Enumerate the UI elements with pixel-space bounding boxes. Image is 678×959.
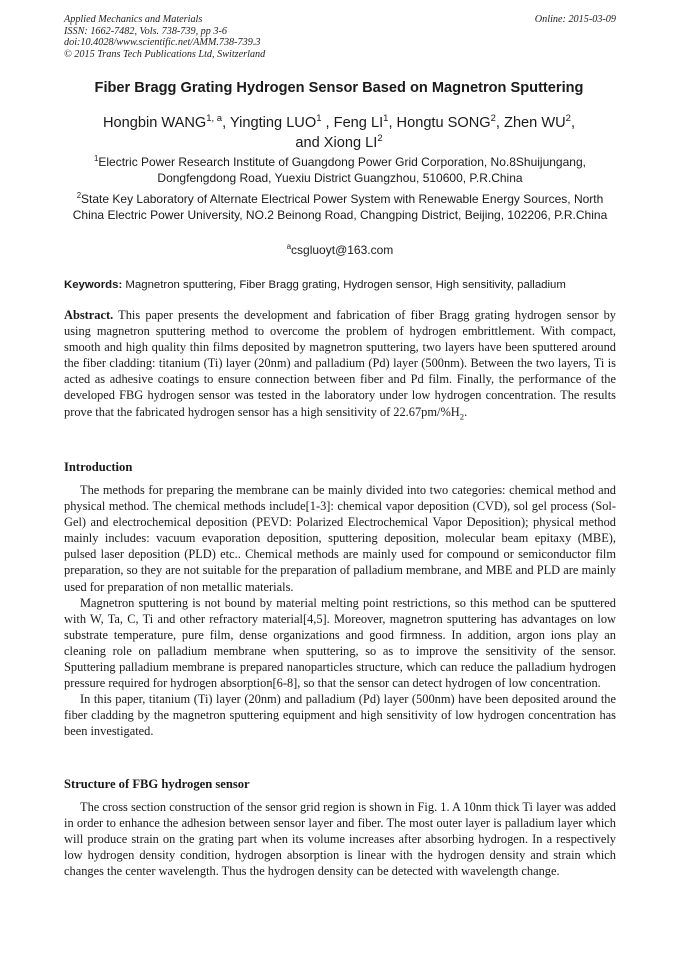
keywords: Keywords: Magnetron sputtering, Fiber Bragg grating, Hydrogen sensor, High sensitivity, palladium — [64, 279, 566, 291]
copyright-line: © 2015 Trans Tech Publications Ltd, Switzerland — [64, 48, 266, 60]
author: Hongbin WANG$^{1, a}$, — [102, 113, 230, 131]
introduction-body — [64, 482, 616, 740]
affiliation-2: $^2$State Key Laboratory of Alternate Electrical Power System with Renewable Energy Sources, North China Electric Power University, NO.2 Beinong Road, Changping District, Beijing, 102206, P.R.China — [72, 191, 608, 222]
introduction-heading: Introduction — [64, 460, 133, 474]
author: Feng $LI^1$, — [333, 113, 397, 131]
author: Yingting LUO$^1$ , — [229, 113, 334, 131]
author: and Xiong $LI^2$ — [295, 133, 383, 151]
paragraph: In this paper, titanium (Ti) layer (20nm) and palladium (Pd) layer (500nm) have been deposited around the fiber cladding by the magnetron sputtering equipment and high sensitivity of low hydrogen concentration has been investigated. — [64, 692, 616, 739]
paragraph: The methods for preparing the membrane can be mainly divided into two categories: chemical method and physical method. The chemical methods include[1-3]: chemical vapor deposition (CVD), sol gel process (Sol-Gel) and electrochemical deposition (PEVD: Polarized Electrochemical Vapor Deposition); physical method mainly includes: vacuum evaporation deposition, sputtering deposition, molecular beam epitaxy (MBE), pulsed laser deposition (PLD) etc.. Chemical methods are mainly used for compound or semiconductor film preparation, so they are not suitable for the preparation of palladium membrane, and MBE and PLD are mainly used for preparation of non metallic materials. — [64, 483, 616, 594]
corresponding-email: $^a$csgluoyt@163.com — [286, 242, 394, 257]
paragraph: Magnetron sputtering is not bound by material melting point restrictions, so this method can be sputtered with W, Ta, C, Ti and other refractory material[4,5]. Moreover, magnetron sputtering has advantages on low substrate temperature, pure film, dense organizations and good firmness. In addition, argon ions play an cleaning role on palladium membrane when sputtering, so as to improve the sensitivity of the sensor. Sputtering palladium membrane is prepared nanoparticles structure, which can reduce the palladium hydrogen pressure required for hydrogen absorption[6-8], so that the sensor can detect hydrogen of low concentration. — [64, 595, 616, 691]
doi-line: doi:10.4028/www.scientific.net/AMM.738-739.3 — [64, 37, 261, 49]
author-list — [60, 113, 618, 153]
author: Zhen $WU^2$, — [504, 113, 576, 131]
paragraph: The cross section construction of the sensor grid region is shown in Fig. 1. A 10nm thick Ti layer was added in order to enhance the adhesion between sensor layer and fiber. The most outer layer is palladium layer which will produce strain on the grating part when its volume increases after absorbing hydrogen. In a respectively low hydrogen density condition, hydrogen absorption is linear with the hydrogen density and strain which changes the center wavelength. Thus the hydrogen density can be detected with wavelength change. — [64, 800, 616, 879]
issn-line: ISSN: 1662-7482, Vols. 738-739, pp 3-6 — [64, 25, 227, 37]
structure-body — [64, 799, 616, 879]
paper-title: Fiber Bragg Grating Hydrogen Sensor Based on Magnetron Sputtering — [94, 80, 584, 96]
abstract: Abstract. This paper presents the development and fabrication of fiber Bragg grating hydrogen sensor by using magnetron sputtering method to overcome the problem of hydrogen embrittlement. With compact, smooth and high quality thin films deposited by magnetron sputtering, two layers have been sputtered around the fiber cladding: titanium (Ti) layer (20nm) and palladium (Pd) layer (500nm). Between the two layers, Ti is acted as adhesive coatings to ensure connection between fiber and Pd film. Finally, the performance of the developed FBG hydrogen sensor was tested in the laboratory under low hydrogen concentration. The results prove that the fabricated hydrogen sensor has a high sensitivity of $22.67pm/\%H_2$. — [64, 308, 616, 422]
structure-heading: Structure of FBG hydrogen sensor — [64, 777, 250, 791]
author: Hongtu SONG$^2$, — [396, 113, 505, 131]
journal-name: Applied Mechanics and Materials — [64, 14, 203, 25]
running-header — [64, 14, 616, 60]
affiliation-1: $^1$Electric Power Research Institute of Guangdong Power Grid Corporation, No.8Shuijungang, Dongfengdong Road, Yuexiu District Guangzhou, 510600, P.R.China — [94, 154, 586, 185]
online-date: Online: 2015-03-09 — [534, 14, 616, 25]
abstract-label: Abstract. — [64, 308, 114, 322]
